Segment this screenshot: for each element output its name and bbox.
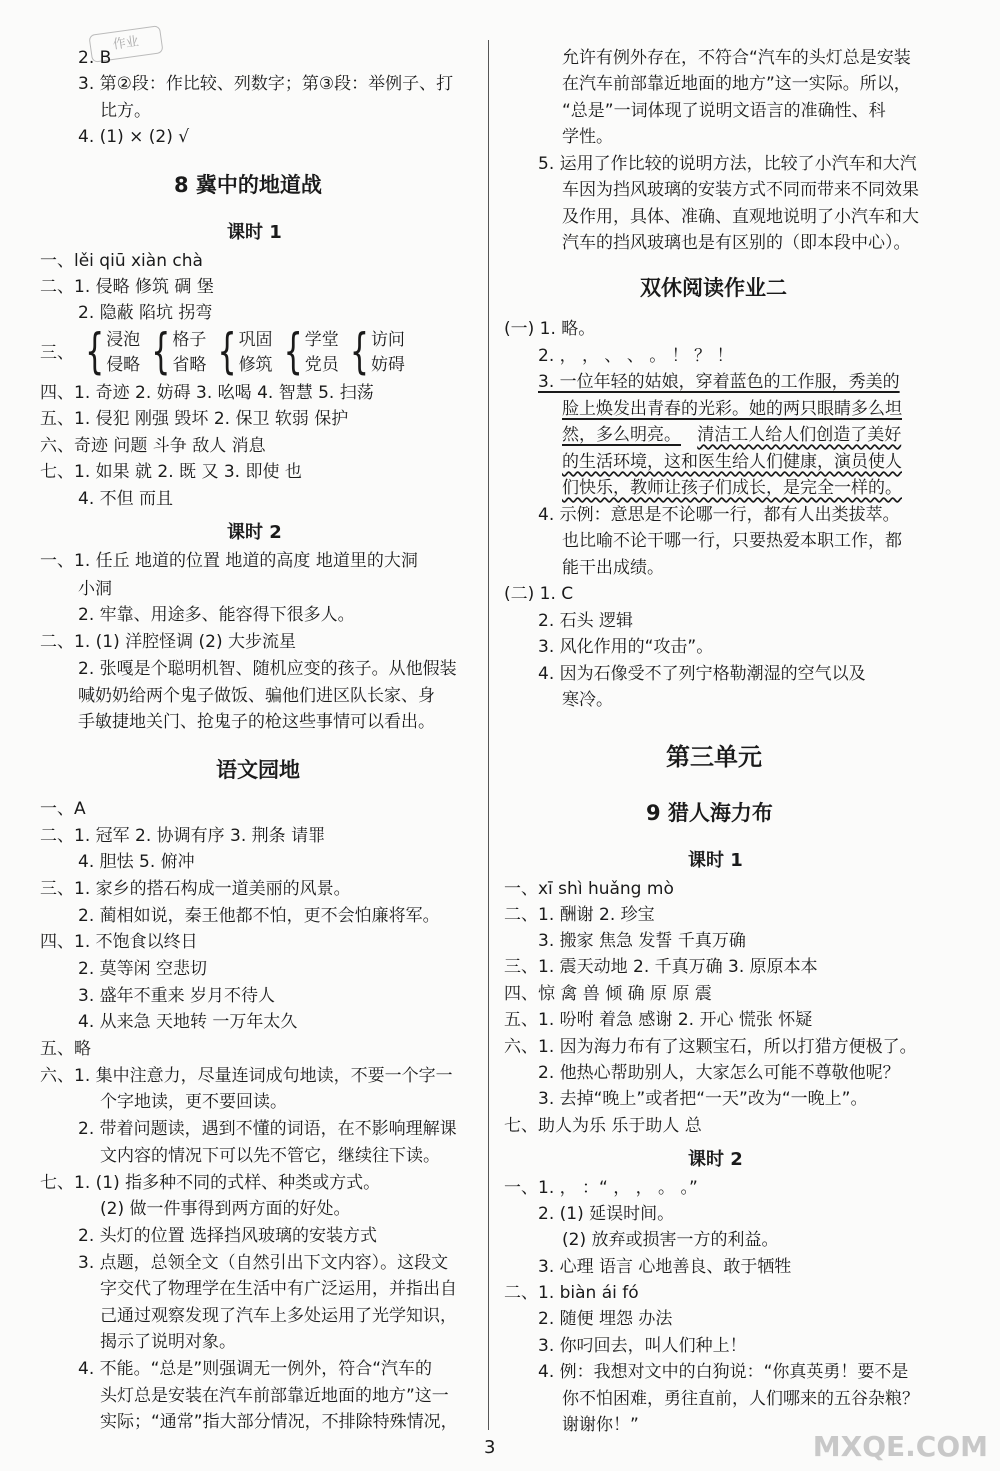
answer-line: 三、1. 家乡的搭石构成一道美丽的风景。 [40,879,351,899]
section-title: 课时 1 [688,850,743,871]
answer-line: 2. (1) 延误时间。 [538,1204,675,1224]
answer-line: 七、1. 如果 就 2. 既 又 3. 即使 也 [40,462,302,482]
answer-line: 2. 头灯的位置 选择挡风玻璃的安装方式 [78,1226,378,1246]
answer-line: 3. 盛年不重来 岁月不待人 [78,986,276,1006]
answer-line: 二、1. biàn ái fó [504,1283,639,1303]
answer-line: 2. 莫等闲 空悲切 [78,959,208,979]
answer-line: 四、1. 不饱食以终日 [40,932,198,952]
answer-line: 4. 不能。“总是”则强调无一例外，符合“汽车的 [78,1359,433,1379]
answer-line: 2. 他热心帮助别人，大家怎么可能不尊敬他呢？ [538,1063,900,1083]
section-heading: 双休阅读作业二 [640,276,787,300]
answer-line: 4. 示例：意思是不论哪一行，都有人出类拔萃。 [538,505,900,525]
answer-line: 谢谢你！” [562,1415,639,1435]
answer-line: 字交代了物理学在生活中有广泛运用，并指出自 [100,1279,457,1299]
answer-line: 3. 搬家 焦急 发誓 千真万确 [538,931,746,951]
answer-line: 七、1. (1) 指多种不同的式样、种类或方式。 [40,1173,381,1193]
answer-line: 2. 隐蔽 陷坑 拐弯 [78,303,213,323]
answer-line: 及作用，具体、准确、直观地说明了小汽车和大 [562,207,919,227]
answer-line: 一、A [40,799,86,819]
answer-line: 3. 一位年轻的姑娘，穿着蓝色的工作服，秀美的 [538,372,900,392]
answer-line: (二) 1. C [504,584,574,604]
brace-pairs: 三、 { 浸泡 侵略 { 格子 省略 { 巩固 修筑 { 学堂 党员 { 访问 妨碍 [40,324,405,381]
answer-line: 七、助人为乐 乐于助人 总 [504,1116,702,1136]
answer-line: 一、1. ， ：“ ， ， 。 。” [504,1178,698,1198]
answer-line: (一) 1. 略。 [504,319,596,339]
page-number: 3 [484,1437,496,1458]
answer-line: 五、1. 吩咐 着急 感谢 2. 开心 慌张 怀疑 [504,1010,813,1030]
column-divider [488,40,489,1430]
homework-stamp: 作业 [88,25,163,63]
answer-line: 3. 风化作用的“攻击”。 [538,637,714,657]
answer-line: 四、惊 禽 兽 倾 确 原 原 震 [504,984,712,1004]
answer-line: 二、1. (1) 洋腔怪调 (2) 大步流星 [40,632,296,652]
answer-line: 4. 因为石像受不了列宁格勒潮湿的空气以及 [538,664,866,684]
answer-line: 三、1. 震天动地 2. 千真万确 3. 原原本本 [504,957,818,977]
answer-line: 车因为挡风玻璃的安装方式不同而带来不同效果 [562,180,919,200]
watermark: MXQE.COM [812,1430,988,1463]
section-title: 课时 2 [227,522,282,543]
answer-line: 们快乐，教师让孩子们成长，是完全一样的。 [562,478,902,498]
answer-line: 2. 蔺相如说，秦王他都不怕，更不会怕廉将军。 [78,906,440,926]
answer-line: 手敏捷地关门、抢鬼子的枪这些事情可以看出。 [78,712,435,732]
section-title: 课时 1 [227,222,282,243]
answer-line: 五、略 [40,1039,91,1059]
answer-line: 2. 张嘎是个聪明机智、随机应变的孩子。从他假装 [78,659,457,679]
answer-line: 4. 从来急 天地转 一万年太久 [78,1012,298,1032]
answer-line: 文内容的情况下可以先不管它，继续往下读。 [100,1146,440,1166]
answer-line: 小洞 [78,579,112,599]
answer-line: 头灯总是安装在汽车前部靠近地面的地方”这一 [100,1386,449,1406]
answer-line: “总是”一词体现了说明文语言的准确性、科 [562,101,886,121]
lesson-title: 8 冀中的地道战 [174,173,322,197]
section-heading: 语文园地 [216,758,300,782]
answer-line: 也比喻不论干哪一行，只要热爱本职工作，都 [562,531,902,551]
answer-line: 二、1. 酬谢 2. 珍宝 [504,905,655,925]
answer-line: 己通过观察发现了汽车上多处运用了光学知识， [100,1306,457,1326]
answer-line: 4. 例：我想对文中的白狗说：“你真英勇！要不是 [538,1362,909,1382]
answer-line: 揭示了说明对象。 [100,1332,236,1352]
answer-line: 一、lěi qiū xiàn chà [40,251,203,271]
answer-line: 3. 心理 语言 心地善良、敢于牺牲 [538,1257,792,1277]
answer-line: 喊奶奶给两个鬼子做饭、骗他们进区队长家、身 [78,686,435,706]
answer-line: 个字地读，更不要回读。 [100,1092,287,1112]
answer-line: 的生活环境，这和医生给人们健康，演员使人 [562,452,902,472]
answer-line: (2) 做一件事得到两方面的好处。 [100,1199,351,1219]
answer-line: 汽车的挡风玻璃也是有区别的（即本段中心）。 [562,233,911,253]
answer-line: 2. B [78,48,112,68]
answer-line: 能干出成绩。 [562,558,664,578]
answer-line: 二、1. 侵略 修筑 碉 堡 [40,277,214,297]
answer-line: 3. 点题，总领全文（自然引出下文内容）。这段文 [78,1253,449,1273]
answer-line: 五、1. 侵犯 刚强 毁坏 2. 保卫 软弱 保护 [40,409,349,429]
lesson-title: 9 猎人海力布 [646,801,773,825]
answer-line: 学性。 [562,127,613,147]
answer-line: 允许有例外存在，不符合“汽车的头灯总是安装 [562,48,911,68]
answer-line: 脸上焕发出青春的光彩。她的两只眼睛多么坦 [562,399,902,419]
answer-line: 比方。 [100,101,151,121]
answer-line: 二、1. 冠军 2. 协调有序 3. 荆条 请罪 [40,826,326,846]
answer-line: 3. 第②段：作比较、列数字；第③段：举例子、打 [78,74,454,94]
answer-line: 寒冷。 [562,690,613,710]
answer-line: 一、1. 任丘 地道的位置 地道的高度 地道里的大洞 [40,551,418,571]
answer-line: 4. 胆怯 5. 俯冲 [78,852,195,872]
answer-line: 六、奇迹 问题 斗争 敌人 消息 [40,436,266,456]
answer-line: 然，多么明亮。 清洁工人给人们创造了美好 [562,425,902,445]
answer-line: 3. 你叼回去，叫人们种上！ [538,1336,747,1356]
answer-line: 六、1. 因为海力布有了这颗宝石，所以打猎方便极了。 [504,1037,917,1057]
answer-line: 3. 去掉“晚上”或者把“一天”改为“一晚上”。 [538,1089,868,1109]
answer-line: 4. (1) × (2) √ [78,127,190,147]
answer-line: 2. ， ， 、 、 。 ！ ？ ！ [538,346,734,366]
answer-line: 4. 不但 而且 [78,489,174,509]
answer-line: 一、xī shì huǎng mò [504,879,674,899]
section-title: 课时 2 [688,1149,743,1170]
answer-line: 在汽车前部靠近地面的地方”这一实际。所以， [562,74,911,94]
answer-line: 2. 石头 逻辑 [538,611,634,631]
answer-line: 2. 牢靠、用途多、能容得下很多人。 [78,605,355,625]
answer-line: 六、1. 集中注意力，尽量连词成句地读，不要一个字一 [40,1066,453,1086]
answer-line: 2. 随便 埋怨 办法 [538,1309,673,1329]
unit-heading: 第三单元 [666,743,762,771]
answer-line: (2) 放弃或损害一方的利益。 [562,1230,779,1250]
answer-line: 实际；“通常”指大部分情况，不排除特殊情况， [100,1412,458,1432]
answer-line: 你不怕困难，勇往直前，人们哪来的五谷杂粮？ [562,1389,919,1409]
answer-line: 5. 运用了作比较的说明方法，比较了小汽车和大汽 [538,154,917,174]
answer-line: 四、1. 奇迹 2. 妨碍 3. 吆喝 4. 智慧 5. 扫荡 [40,383,374,403]
answer-line: 2. 带着问题读，遇到不懂的词语，在不影响理解课 [78,1119,457,1139]
